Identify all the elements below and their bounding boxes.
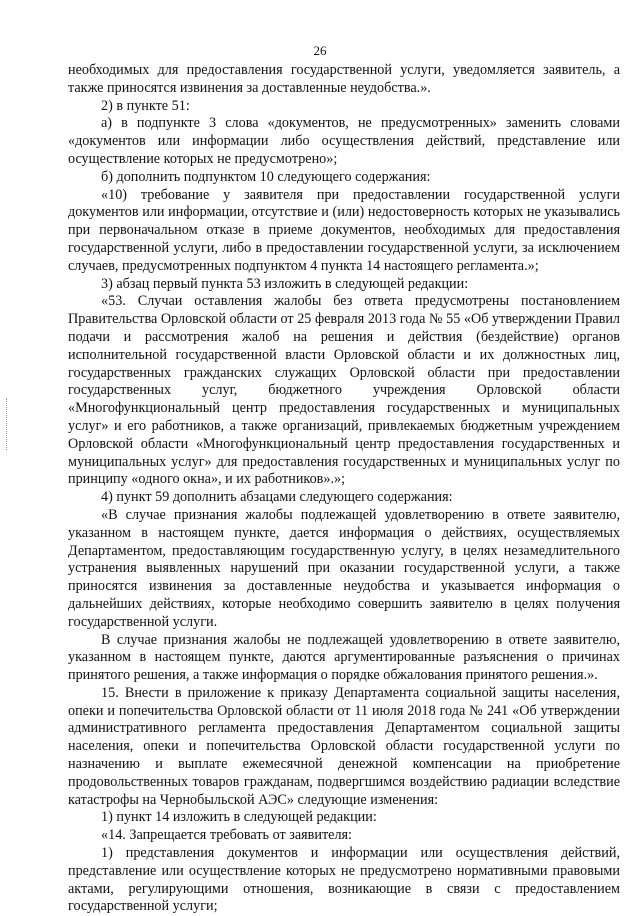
paragraph: «10) требование у заявителя при предоставлении государственной услуги документов или информации, отсутствие и (или) недостоверность которых не указывались при первоначальном отказе в приеме документов, необходимых для предоставления государственной услуги, либо в предоставлении государственной услуги, за исключением случаев, предусмотренных подпунктом 4 пункта 14 настоящего регламента.»; [68, 186, 620, 274]
page-number: 26 [313, 43, 327, 58]
paragraph: «53. Случаи оставления жалобы без ответа предусмотрены постановлением Правительства Орловской области от 25 февраля 2013 года № 55 «Об утверждении Правил подачи и рассмотрения жалоб на решения и действия (бездействие) органов исполнительной государственной власти Орловской области и их должностных лиц, государственных гражданских служащих Орловской области при предоставлении государственных услуг, бюджетного учреждения Орловской области «Многофункциональный центр предоставления государственных и муниципальных услуг» и его работников, а также организаций, привлекаемых бюджетным учреждением Орловской области «Многофункциональный центр предоставления государственных и муниципальных услуг» для предоставления государственных и муниципальных услуг по принципу «одного окна», и их работников».»; [68, 293, 620, 488]
paragraph: В случае признания жалобы не подлежащей удовлетворению в ответе заявителю, указанном в настоящем пункте, даются аргументированные разъяснения о причинах принятого решения, а также информация о порядке обжалования принятого решения.». [68, 631, 620, 684]
paragraph: необходимых для предоставления государственной услуги, уведомляется заявитель, а также приносятся извинения за доставленные неудобства.». [68, 62, 620, 96]
paragraph: 3) абзац первый пункта 53 изложить в следующей редакции: [101, 275, 469, 292]
paragraph: 2) в пункте 51: [101, 97, 190, 114]
document-body [68, 62, 620, 916]
paragraph: «В случае признания жалобы подлежащей удовлетворению в ответе заявителю, указанном в настоящем пункте, дается информация о действиях, осуществляемых Департаментом, предоставляющим государственную услугу, в целях незамедлительного устранения выявленных нарушений при оказании государственной услуги, а также приносятся извинения за доставленные неудобства и указывается информация о дальнейших действиях, которые необходимо совершить заявителю в целях получения государственной услуги. [68, 506, 620, 630]
paragraph: б) дополнить подпунктом 10 следующего содержания: [101, 168, 431, 185]
paragraph: 1) представления документов и информации или осуществления действий, представление или осуществление которых не предусмотрено нормативными правовыми актами, регулирующими отношения, возникающие в связи с предоставлением государственной услуги; [68, 845, 620, 915]
paragraph: 4) пункт 59 дополнить абзацами следующего содержания: [101, 489, 453, 506]
paragraph: а) в подпункте 3 слова «документов, не предусмотренных» заменить словами «документов или информации либо осуществления действий, представление или осуществление которых не предусмотрено»; [68, 115, 620, 167]
paragraph: 15. Внести в приложение к приказу Департамента социальной защиты населения, опеки и попечительства Орловской области от 11 июля 2018 года № 241 «Об утверждении административного регламента предоставления Департаментом социальной защиты населения, опеки и попечительства Орловской области государственной услуги по назначению и выплате ежемесячной денежной компенсации на приобретение продовольственных товаров гражданам, подвергшимся воздействию радиации вследствие катастрофы на Чернобыльской АЭС» следующие изменения: [68, 684, 620, 808]
margin-mark [6, 398, 8, 450]
paragraph: 1) пункт 14 изложить в следующей редакции: [101, 809, 377, 826]
paragraph: «14. Запрещается требовать от заявителя: [101, 827, 352, 844]
